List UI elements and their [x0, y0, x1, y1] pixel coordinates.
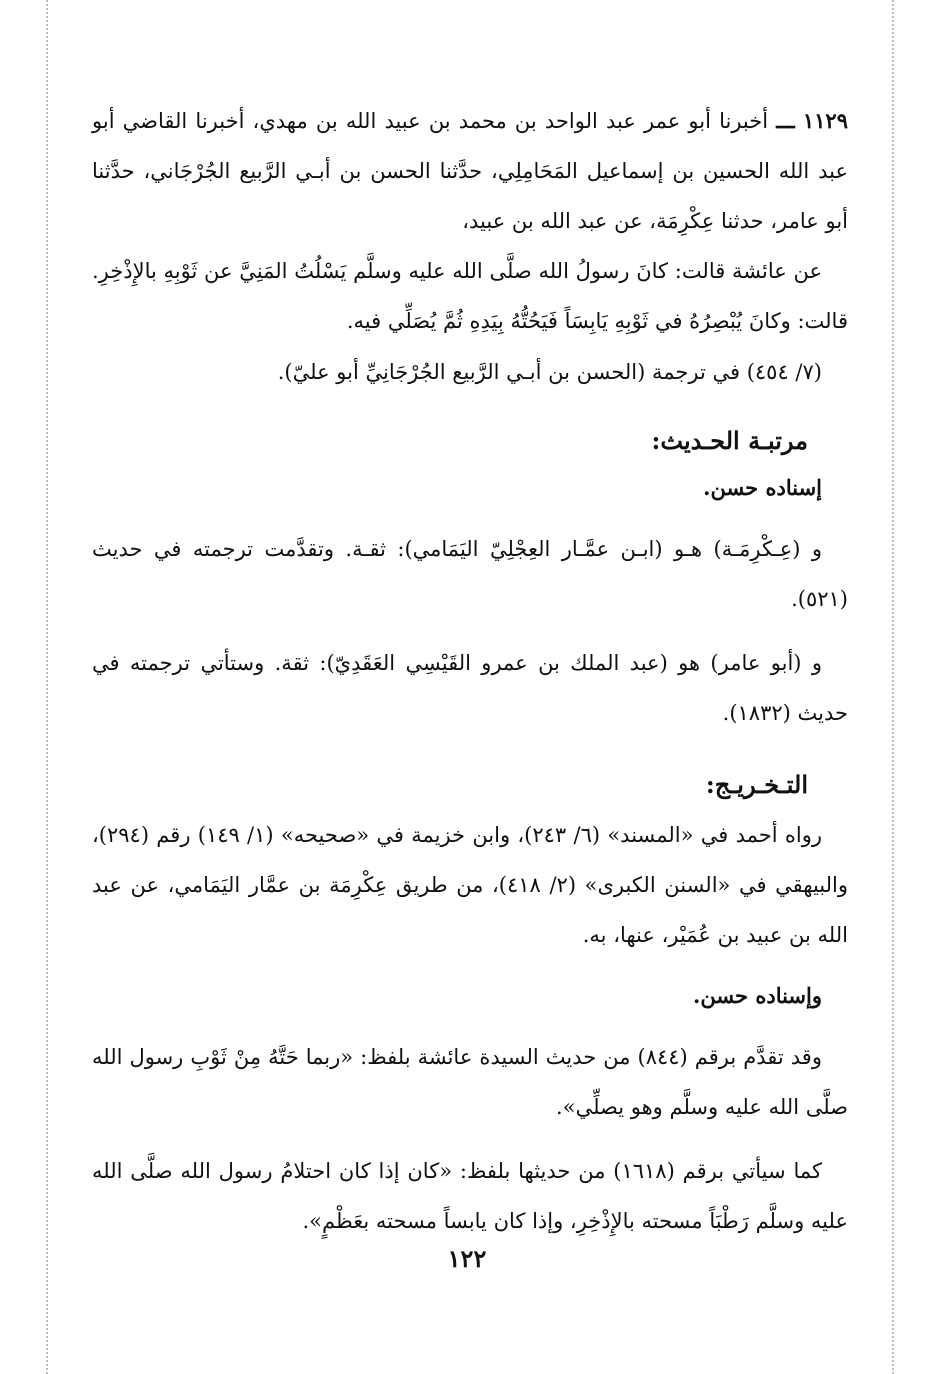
page-body: [92, 96, 848, 1246]
hadith-matn: عن عائشة قالت: كانَ رسولُ الله صلَّى الله عليه وسلَّم يَسْلُتُ المَنِيَّ عن ثَوْبِهِ بالإِذْخِرِ. قالت: وكانَ يُبْصِرُهُ في ثَوْبِهِ يَابِسَاً فَيَحُتُّهُ بِيَدِهِ ثُمَّ يُصَلِّي فيه.: [92, 259, 848, 333]
takhrij-sources: رواه أحمد في «المسند» (٦/ ٢٤٣)، وابن خزيمة في «صحيحه» (١/ ١٤٩) رقم (٢٩٤)، والبيهقي في «السنن الكبرى» (٢/ ٤١٨)، من طريق عِكْرِمَة بن عمَّار اليَمَامي، عن عبد الله بن عبيد بن عُمَيْر، عنها، به.: [92, 823, 848, 947]
takhrij-cross-ref-1618: كما سيأتي برقم (١٦١٨) من حديثها بلفظ: «كان إذا كان احتلامُ رسول الله صلَّى الله عليه وسلَّم رَطْبَاً مسحته بالإِذْخِرِ، وإذا كان يابساً مسحته بعَظْمٍ».: [92, 1159, 848, 1233]
scan-edge-left: [46, 0, 48, 1374]
hadith-dash: ـــ: [776, 108, 795, 133]
hadith-isnad: أخبرنا أبو عمر عبد الواحد بن محمد بن عبيد الله بن مهدي، أخبرنا القاضي أبو عبد الله الحسين بن إسماعيل المَحَامِلِي، حدَّثنا الحسن بن أبـي الرَّبيع الجُرْجَاني، حدَّثنا أبو عامر، حدثنا عِكْرِمَة، عن عبد الله بن عبيد،: [92, 109, 848, 233]
takhrij-verdict: وإسناده حسن.: [693, 983, 822, 1008]
hadith-source-note: (٧/ ٤٥٤) في ترجمة (الحسن بن أبـي الرَّبيع الجُرْجَانِيِّ أبو عليّ).: [277, 360, 822, 384]
takhrij-heading: التـخـريـج:: [705, 770, 808, 799]
grading-heading: مرتبـة الحـديث:: [651, 426, 808, 455]
grading-verdict: إسناده حسن.: [703, 475, 822, 500]
grading-narrator-abu-amir: و (أبو عامر) هو (عبد الملك بن عمرو القَيْسِي العَقَدِيّ): ثقة. وستأتي ترجمته في حديث (١٨٣٢).: [92, 651, 848, 725]
scan-edge-right: [892, 0, 894, 1374]
hadith-number: ١١٢٩: [802, 108, 848, 133]
page-number: ١٢٢: [447, 1244, 487, 1273]
takhrij-cross-ref-844: وقد تقدَّم برقم (٨٤٤) من حديث السيدة عائشة بلفظ: «ربما حَتَّهُ مِنْ ثَوْبِ رسول الله صلَّى الله عليه وسلَّم وهو يصلِّي».: [92, 1045, 848, 1119]
hadith-isnad-paragraph: [92, 96, 848, 246]
grading-narrator-ikrima: و (عِـكْرِمَـة) هـو (ابـن عمَّـار العِجْلِيّ اليَمَامي): ثقـة. وتقدَّمت ترجمته في حديث (٥٢١).: [92, 537, 848, 611]
